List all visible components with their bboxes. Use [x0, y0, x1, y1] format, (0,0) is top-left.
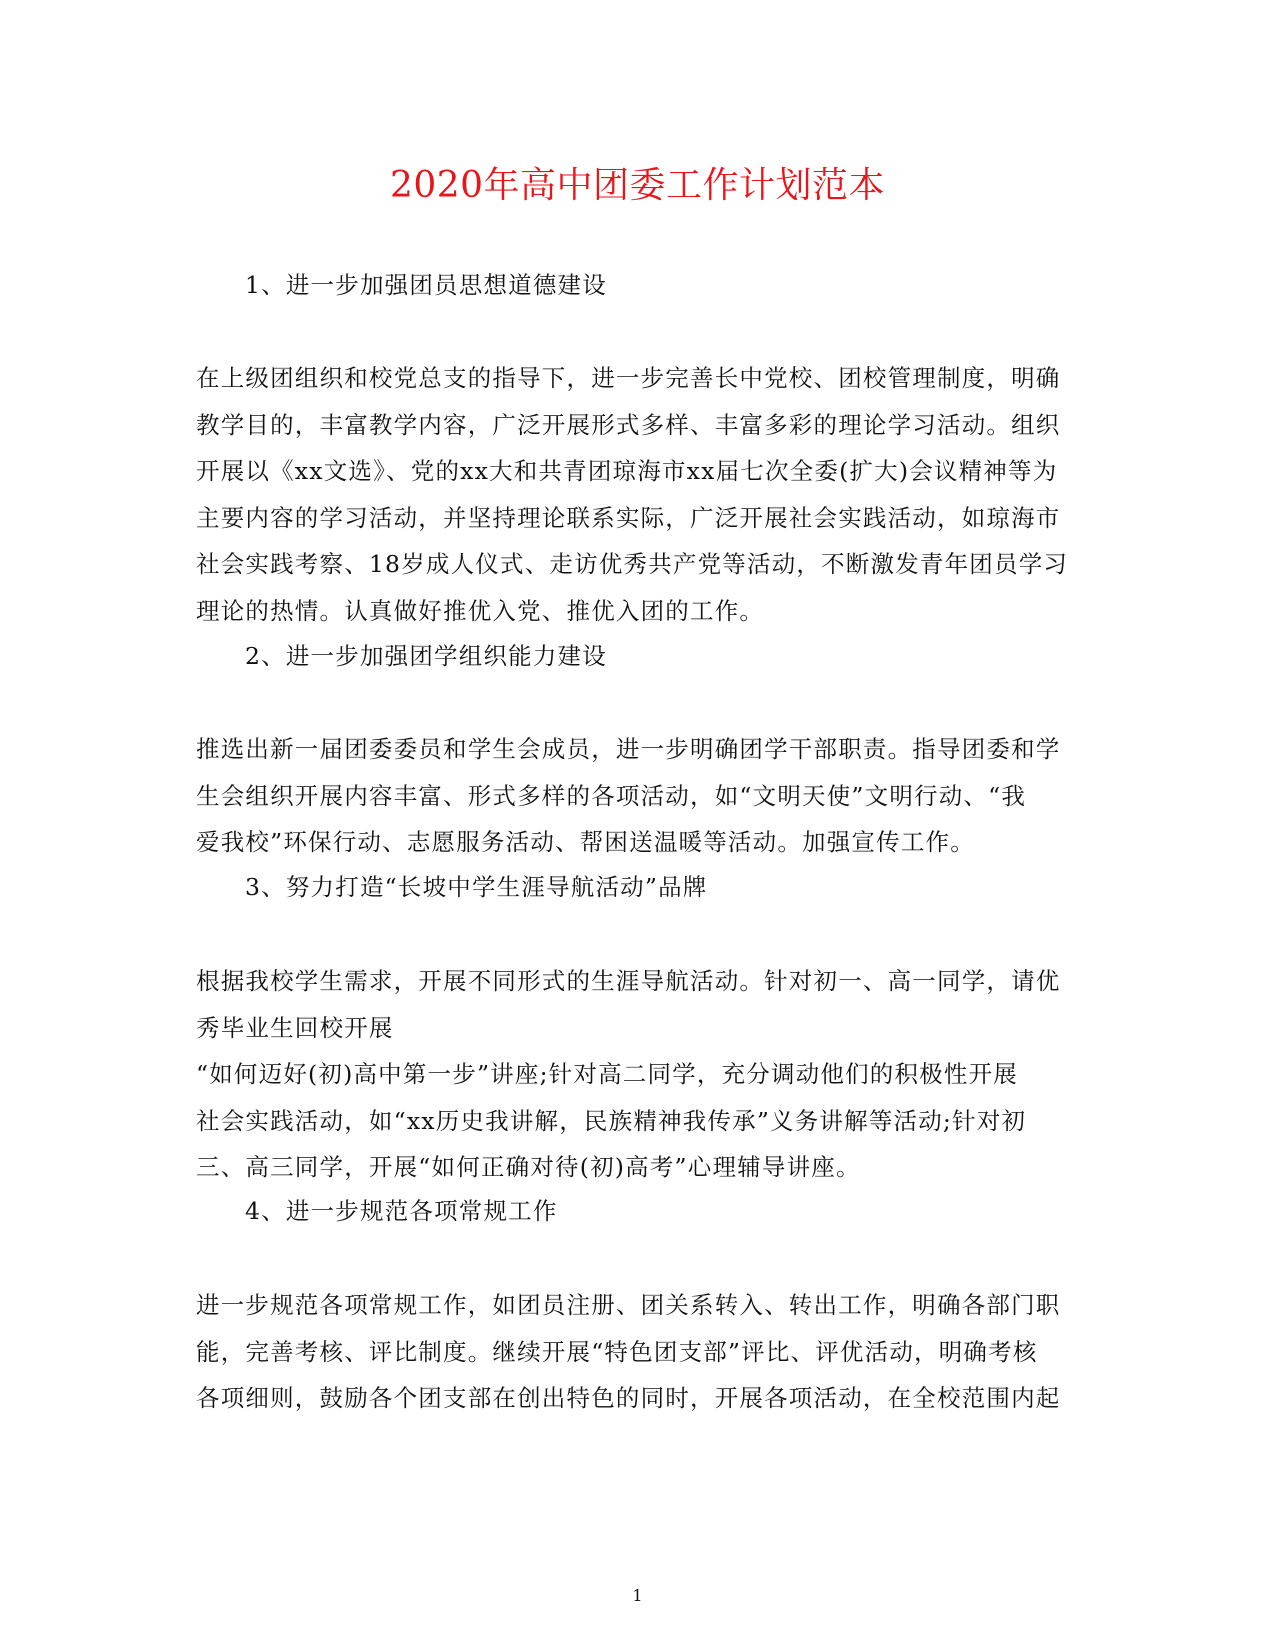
section-body-2: [196, 726, 1076, 866]
section-body-4: [196, 1282, 1076, 1422]
section-heading-3: 3、努力打造“长坡中学生涯导航活动”品牌: [245, 873, 708, 901]
paragraph-line: 各项细则，鼓励各个团支部在创出特色的同时，开展各项活动，在全校范围内起: [196, 1384, 1061, 1412]
paragraph-line: 能，完善考核、评比制度。继续开展“特色团支部”评比、评优活动，明确考核: [196, 1337, 1038, 1366]
paragraph-line: 进一步规范各项常规工作，如团员注册、团关系转入、转出工作，明确各部门职: [196, 1291, 1061, 1319]
section-heading-2: 2、进一步加强团学组织能力建设: [245, 642, 607, 670]
paragraph-line: 主要内容的学习活动，并坚持理论联系实际，广泛开展社会实践活动，如琼海市: [196, 503, 1061, 532]
page-title: 2020年高中团委工作计划范本: [389, 165, 886, 206]
paragraph-line: 秀毕业生回校开展: [196, 1013, 394, 1042]
paragraph-line: “如何迈好(初)高中第一步”讲座;针对高二同学，充分调动他们的积极性开展: [196, 1060, 1018, 1088]
section-heading-4: 4、进一步规范各项常规工作: [245, 1197, 558, 1225]
paragraph-line: 在上级团组织和校党总支的指导下，进一步完善长中党校、团校管理制度，明确: [196, 364, 1061, 392]
section-body-1: [196, 355, 1076, 634]
paragraph-line: 推选出新一届团委委员和学生会成员，进一步明确团学干部职责。指导团委和学: [196, 735, 1061, 763]
paragraph-line: 社会实践活动，如“xx历史我讲解，民族精神我传承”义务讲解等活动;针对初: [196, 1106, 1027, 1135]
section-heading-1: 1、进一步加强团员思想道德建设: [245, 271, 607, 299]
paragraph-line: 开展以《xx文选》、党的xx大和共青团琼海市xx届七次全委(扩大)会议精神等为: [196, 457, 1058, 485]
paragraph-line: 教学目的，丰富教学内容，广泛开展形式多样、丰富多彩的理论学习活动。组织: [196, 410, 1061, 439]
paragraph-line: 社会实践考察、18岁成人仪式、走访优秀共产党等活动，不断激发青年团员学习: [196, 550, 1069, 578]
paragraph-line: 根据我校学生需求，开展不同形式的生涯导航活动。针对初一、高一同学，请优: [196, 967, 1061, 995]
page-number: 1: [632, 1586, 643, 1605]
paragraph-line: 生会组织开展内容丰富、形式多样的各项活动，如“文明天使”文明行动、“我: [196, 781, 1027, 810]
section-body-3: [196, 958, 1076, 1191]
paragraph-line: 理论的热情。认真做好推优入党、推优入团的工作。: [196, 596, 765, 625]
paragraph-line: 爱我校”环保行动、志愿服务活动、帮困送温暖等活动。加强宣传工作。: [196, 828, 975, 856]
paragraph-line: 三、高三同学，开展“如何正确对待(初)高考”心理辅导讲座。: [196, 1153, 861, 1181]
